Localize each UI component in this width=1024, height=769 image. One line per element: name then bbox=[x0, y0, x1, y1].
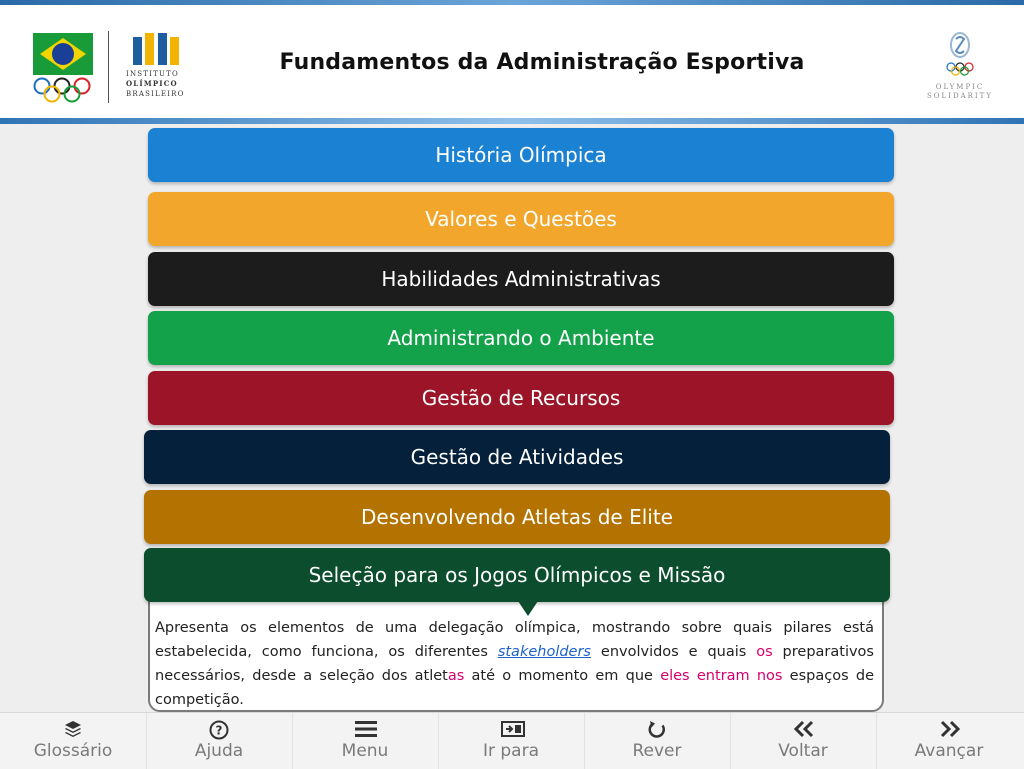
goto-button[interactable] bbox=[438, 713, 585, 769]
replay-icon bbox=[647, 720, 667, 740]
svg-text:?: ? bbox=[215, 723, 223, 738]
goto-icon bbox=[501, 720, 525, 738]
stakeholders-link[interactable]: stakeholders bbox=[497, 644, 591, 660]
description-text: preparativos necessários, desde a seleção dos atlet bbox=[155, 644, 874, 684]
page-title: Fundamentos da Administração Esportiva bbox=[279, 50, 805, 75]
help-icon bbox=[209, 720, 229, 740]
menu-label: Menu bbox=[341, 741, 389, 761]
description-text: espaços de competição. bbox=[155, 668, 874, 708]
double-chevron-right-icon bbox=[939, 720, 961, 738]
iob-text-line: BRASILEIRO bbox=[126, 90, 185, 98]
back-label: Voltar bbox=[778, 741, 828, 761]
module-valores-questoes-button[interactable] bbox=[148, 192, 894, 246]
module-description bbox=[148, 596, 884, 712]
back-button[interactable] bbox=[730, 713, 877, 769]
module-habilidades-administrativas-button[interactable] bbox=[148, 252, 894, 306]
layers-icon bbox=[63, 720, 83, 738]
module-gestao-recursos-button[interactable] bbox=[148, 371, 894, 425]
os-text-line: OLYMPIC bbox=[935, 83, 985, 91]
menu-icon bbox=[355, 720, 377, 738]
glossary-button[interactable] bbox=[0, 713, 147, 769]
menu-button[interactable] bbox=[292, 713, 439, 769]
module-historia-olimpica-button[interactable] bbox=[148, 128, 894, 182]
description-text: até o momento em que bbox=[464, 668, 661, 684]
module-desenvolvendo-atletas-button[interactable] bbox=[144, 490, 890, 544]
help-button[interactable] bbox=[146, 713, 293, 769]
selected-module-pointer bbox=[518, 601, 538, 616]
module-gestao-atividades-button[interactable] bbox=[144, 430, 890, 484]
module-label: Desenvolvendo Atletas de Elite bbox=[360, 505, 673, 529]
module-label: Gestão de Recursos bbox=[421, 386, 621, 410]
header-accent-line bbox=[0, 118, 1024, 124]
replay-button[interactable] bbox=[584, 713, 731, 769]
next-label: Avançar bbox=[914, 741, 984, 761]
module-label: História Olímpica bbox=[435, 143, 607, 167]
module-label: Administrando o Ambiente bbox=[387, 326, 655, 350]
description-highlight: as bbox=[447, 668, 465, 684]
goto-label: Ir para bbox=[482, 741, 540, 761]
module-label: Valores e Questões bbox=[425, 207, 617, 231]
description-highlight: os bbox=[756, 644, 773, 660]
description-text: Apresenta os elementos de uma delegação olímpica, mostrando sobre quais pilares está estabelecida, como funciona, os diferentes bbox=[155, 620, 874, 660]
footer-navigation bbox=[0, 712, 1024, 769]
module-label: Gestão de Atividades bbox=[410, 445, 624, 469]
help-label: Ajuda bbox=[194, 741, 244, 761]
next-button[interactable] bbox=[876, 713, 1022, 769]
double-chevron-left-icon bbox=[793, 720, 815, 738]
description-highlight: eles entram nos bbox=[660, 668, 783, 684]
module-label: Seleção para os Jogos Olímpicos e Missão bbox=[308, 563, 726, 587]
module-administrando-ambiente-button[interactable] bbox=[148, 311, 894, 365]
module-selecao-jogos-button[interactable] bbox=[144, 548, 890, 602]
glossary-label: Glossário bbox=[33, 741, 113, 761]
olympic-rings-icon bbox=[33, 77, 91, 103]
iob-text-line: OLÍMPICO bbox=[126, 79, 178, 88]
module-label: Habilidades Administrativas bbox=[381, 267, 661, 291]
description-text: envolvidos e quais bbox=[591, 644, 757, 660]
os-text-line: SOLIDARITY bbox=[927, 92, 993, 100]
replay-label: Rever bbox=[632, 741, 682, 761]
iob-text-line: INSTITUTO bbox=[126, 70, 179, 78]
